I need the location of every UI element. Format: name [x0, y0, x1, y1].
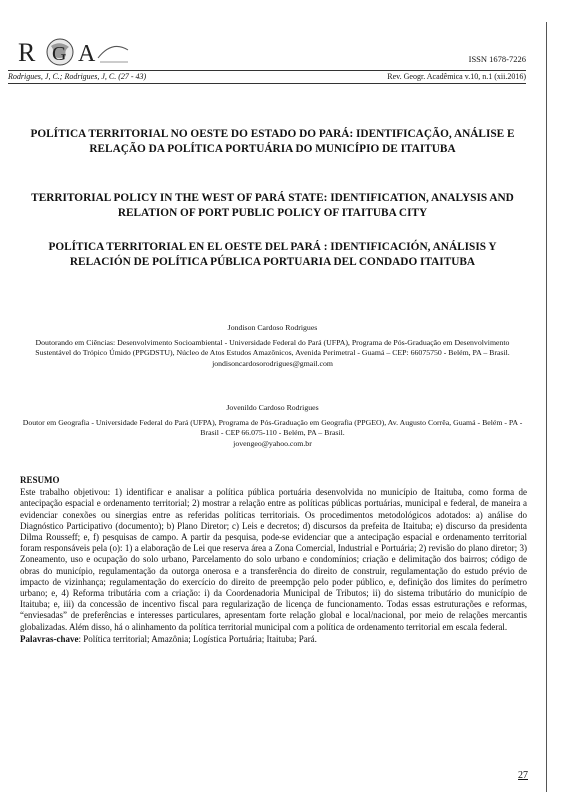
margin-rule [546, 22, 547, 792]
author-block [20, 323, 525, 369]
keywords [20, 634, 527, 645]
title-portuguese: POLÍTICA TERRITORIAL NO OESTE DO ESTADO DO PARÁ: IDENTIFICAÇÃO, ANÁLISE E RELAÇÃO DA POLÍTICA PORTUÁRIA DO MUNICÍPIO DE ITAITUBA [30, 128, 515, 155]
abstract-text: Este trabalho objetivou: 1) identificar e analisar a política pública portuária desenvolvida no município de Itaituba, como forma de antecipação espacial e ordenamento territorial; 2) mostrar a relação entre as políticas públicas portuárias, municipal e federal, de maneira a evidenciar conexões ou sinergias entre as referidas políticas territoriais. Os procedimentos metodológicos adotados: a) análise do Diagnóstico Participativo (documento); b) Plano Diretor; c) Leis e decretos; d) discursos da prefeita de Itaituba; e) discurso da presidenta Dilma Rousseff; e, f) pesquisas de campo. A partir da pesquisa, pode-se evidenciar que a antecipação espacial e ordenamento territorial foram responsáveis pela (o): 1) a elaboração de Lei que reserva área a Zona Comercial, Industrial e Portuária; 2) revisão do plano diretor; 3) Zoneamento, uso e ocupação do solo urbano, Parcelamento do solo urbano e condomínios; criação e delimitação dos bairros; código de obras do município, regulamentação da outorga onerosa e a transferência do direito de construir, regulamentação do estudo prévio de impacto de vizinhança; regulamentação do exercício do direito de preempção pelo poder público, e, definição dos limites do perímetro urbano; e, 4) Reforma tributária com a criação: i) da Coordenadoria Municipal de Tributos; ii) do sistema tributário do município de Itaituba; e, iii) da concessão de incentivo fiscal para regularização de licença de funcionamento. Todas essas estruturações e reformas, “enviesadas” de preferências e interesses particulares, apresentam forte relação global e local/nacional, por meio de relações mercantis globalizadas. Além disso, há o alinhamento da política territorial municipal com a política de ordenamento territorial em escala federal. [20, 487, 527, 632]
page-number: 27 [518, 770, 528, 781]
logo-letter-g: G [52, 43, 67, 65]
abstract [20, 475, 527, 645]
author-email: jovengeo@yahoo.com.br [233, 438, 312, 448]
keywords-label: Palavras-chave [20, 633, 79, 644]
logo-letter-a: A [78, 41, 96, 67]
author-name: Jondison Cardoso Rodrigues [227, 323, 318, 332]
author-email: jondisoncardosorodrigues@gmail.com [212, 358, 333, 368]
author-affiliation: Doutor em Geografia - Universidade Federal do Pará (UFPA), Programa de Pós-Graduação em Geografia (PPGEO), Av. Augusto Corrêa, Guamá - Belém - PA - Brasil - CEP 66.075-110 - Belém, PA – Brasil. [22, 417, 523, 438]
journal-logo [16, 36, 134, 68]
title-spanish: POLÍTICA TERRITORIAL EN EL OESTE DEL PARÁ : IDENTIFICACIÓN, ANÁLISIS Y RELACIÓN DE POLÍTICA PÚBLICA PORTUARIA DEL CONDADO ITAITUBA [48, 241, 497, 268]
author-block [20, 403, 525, 449]
running-header-authors: Rodrigues, J, C.; Rodrigues, J, C. (27 - 43) [8, 72, 147, 81]
running-header-journal: Rev. Geogr. Acadêmica v.10, n.1 (xii.2016) [387, 72, 526, 81]
title-english: TERRITORIAL POLICY IN THE WEST OF PARÁ STATE: IDENTIFICATION, ANALYSIS AND RELATION OF PORT PUBLIC POLICY OF ITAITUBA CITY [31, 192, 514, 219]
keywords-list: : Política territorial; Amazônia; Logística Portuária; Itaituba; Pará. [78, 633, 317, 644]
abstract-heading: RESUMO [20, 475, 60, 485]
issn: ISSN 1678-7226 [468, 54, 526, 64]
logo-letter-r: R [18, 38, 36, 67]
author-name: Jovenildo Cardoso Rodrigues [226, 403, 319, 412]
running-header [8, 70, 526, 84]
author-affiliation: Doutorando em Ciências: Desenvolvimento Socioambiental - Universidade Federal do Pará (UFPA), Programa de Pós-Graduação em Desenvolvimento Sustentável do Trópico Úmido (PPGDSTU), Núcleo de Atos Estudos Amazônicos, Avenida Perimetral - Guamá – CEP: 66075750 - Belém, PA – Brasil. [35, 337, 510, 358]
